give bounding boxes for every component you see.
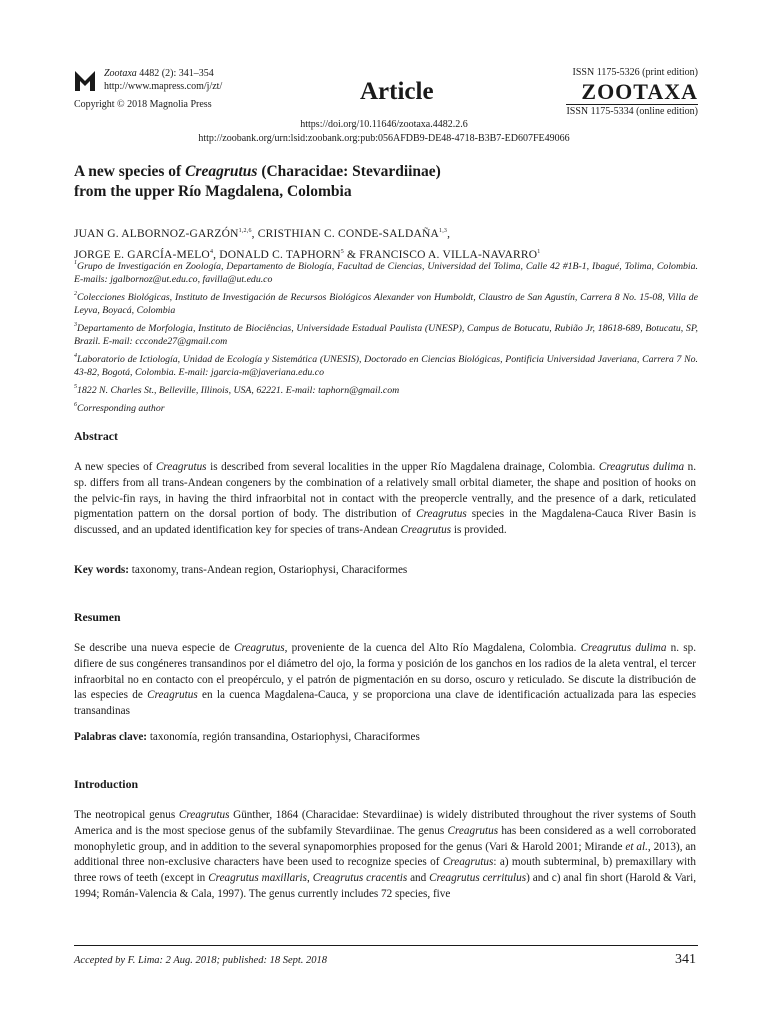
affiliation: $^3$Departamento de Morfologia, Instituto de Biociências, Universidade Estadual Paulista (UNESP), Campus de Botucatu, Rubião Jr, 18618-689, Botucatu, SP, Brazil. E-mail: ccconde27@gmail.com <box>74 321 698 347</box>
author-line-2: JORGE E. GARCÍA-MELO$^4$, DONALD C. TAPHORN$^5$ & FRANCISCO A. VILLA-NAVARRO$^1$ <box>74 249 541 261</box>
identifier-block <box>0 118 768 146</box>
acceptance-note: Accepted by F. Lima: 2 Aug. 2018; published: 18 Sept. 2018 <box>74 955 328 966</box>
taxon-name: Creagrutus <box>234 642 285 654</box>
author-name: JORGE E. GARCÍA-MELO <box>74 249 210 261</box>
introduction-heading: Introduction <box>74 777 139 791</box>
taxon-name: Creagrutus <box>442 856 494 869</box>
taxon-name: Creagrutus <box>416 508 467 521</box>
affiliation-list <box>74 257 698 418</box>
keywords-label: Key words: <box>74 564 129 576</box>
abstract-text: A new species of Creagrutus is described from several localities in the upper Río Magdalena drainage, Colombia. Creagrutus dulima n. sp. differs from all trans-Andean congeners by the combination of a relatively small orbital diameter, the shape and position of hooks on the pelvic-fin rays, in having the third infraorbital not in contact with the preopercle ventrally, and the presence of a dark, reticulated pigmentation pattern on the dorsal portion of body. The distribution of Creagrutus species in the Magdalena-Cauca River Basin is discussed, and an updated identification key for species of trans-Andean Creagrutus is provided. <box>74 461 697 537</box>
abstract-heading: Abstract <box>74 429 118 443</box>
affiliation: $^5$1822 N. Charles St., Belleville, Illinois, USA, 62221. E-mail: taphorn@gmail.com <box>74 383 400 396</box>
title-line-1: A new species of Creagrutus (Characidae: Stevardiinae) <box>74 163 441 180</box>
page-number: 341 <box>675 952 696 967</box>
taxon-name: Creagrutus maxillaris <box>208 872 308 885</box>
mapress-logo-icon <box>74 70 96 92</box>
footer-divider <box>74 945 698 946</box>
title-line-2: from the upper Río Magdalena, Colombia <box>74 183 352 200</box>
taxon-name: et al. <box>625 840 648 853</box>
taxon-name: Creagrutus <box>155 461 207 473</box>
resumen-heading: Resumen <box>74 610 121 624</box>
taxon-name: Creagrutus <box>447 824 499 837</box>
palabras-clave-text: taxonomía, región transandina, Ostariophysi, Characiformes <box>147 731 420 743</box>
introduction-text: The neotropical genus Creagrutus Günther, 1864 (Characidae: Stevardiinae) is widely distributed throughout the river systems of South America and is the most speciose genus of the subfamily Stevardiinae. The genus Creagrutus has been considered as a well corroborated monophyletic group, and in addition to the several synapomorphies proposed for the genus (Vari & Harold 2001; Mirande et al., 2013), an additional three non-exclusive characters have been used to recognize species of Creagrutus: a) mouth subterminal, b) premaxillary with three rows of teeth (except in Creagrutus maxillaris, Creagrutus cracentis and Creagrutus cerritulus) and c) anal fin short (Harold & Vari, 1994; Román-Valencia & Cala, 1997). The genus currently includes 72 species, five <box>74 809 697 900</box>
journal-name: Zootaxa <box>104 68 137 79</box>
keywords <box>74 563 696 579</box>
taxon-name: Creagrutus dulima <box>580 642 667 654</box>
taxon-name: Creagrutus dulima <box>598 461 685 473</box>
issn-online: ISSN 1175-5334 (online edition) <box>566 106 698 117</box>
journal-citation <box>104 67 222 80</box>
journal-wordmark: ZOOTAXA <box>581 79 698 104</box>
palabras-clave <box>74 730 696 746</box>
article-title <box>74 162 694 202</box>
taxon-name: Creagrutus <box>178 809 230 821</box>
affiliation: $^2$Colecciones Biológicas, Instituto de Investigación de Recursos Biológicos Alexander von Humboldt, Claustro de San Agustín, Carrera 8 No. 15-08, Villa de Leyva, Boyacá, Colombia <box>74 290 698 316</box>
author-name: CRISTHIAN C. CONDE-SALDAÑA <box>257 228 440 240</box>
doi-link[interactable]: https://doi.org/10.11646/zootaxa.4482.2.6 <box>300 119 468 130</box>
issn-print: ISSN 1175-5326 (print edition) <box>572 67 698 78</box>
copyright: Copyright © 2018 Magnolia Press <box>74 99 212 110</box>
author-line-1: JUAN G. ALBORNOZ-GARZÓN$^{1,2,6}$, CRISTHIAN C. CONDE-SALDAÑA$^{1,3}$, <box>74 228 451 240</box>
zoobank-link[interactable]: http://zoobank.org/urn:lsid:zoobank.org:pub:056AFDB9-DE48-4718-B3B7-ED607FE49066 <box>198 133 570 144</box>
journal-citation-block <box>104 67 222 93</box>
taxon-name: Creagrutus cracentis <box>312 872 408 885</box>
taxon-name: Creagrutus <box>147 689 198 702</box>
taxon-name: Creagrutus <box>400 524 452 537</box>
author-name: JUAN G. ALBORNOZ-GARZÓN <box>74 228 239 240</box>
article-type-label: Article <box>360 78 434 105</box>
issn-block <box>566 67 698 118</box>
journal-volume: 4482 (2): 341–354 <box>139 68 214 79</box>
affiliation: $^6$Corresponding author <box>74 402 165 415</box>
author-name: FRANCISCO A. VILLA-NAVARRO <box>359 249 538 261</box>
taxon-name: Creagrutus cerritulus <box>429 872 527 885</box>
palabras-clave-label: Palabras clave: <box>74 731 148 743</box>
journal-url[interactable]: http://www.mapress.com/j/zt/ <box>104 81 223 92</box>
affiliation: $^1$Grupo de Investigación en Zoología, Departamento de Biología, Facultad de Ciencias, Universidad del Tolima, Calle 42 #1B-1, Ibagué, Tolima, Colombia. E-mails: jgalbornoz@ut.edu.co, favilla@ut.edu.co <box>74 260 698 285</box>
keywords-text: taxonomy, trans-Andean region, Ostariophysi, Characiformes <box>129 564 408 576</box>
affiliation: $^4$Laboratorio de Ictiología, Unidad de Ecología y Sistemática (UNESIS), Doctorado en Ciencias Biológicas, Pontificia Universidad Javeriana, Carrera 7 No. 43-82, Bogotá, Colombia. E-mail: jgarcia-m@javeriana.edu.co <box>74 352 698 378</box>
resumen-text: Se describe una nueva especie de Creagrutus, proveniente de la cuenca del Alto Río Magdalena, Colombia. Creagrutus dulima n. sp. difiere de sus congéneres transandinos por el diámetro del ojo, la forma y posición de los ganchos en los radios de la aleta ventral, el tercer infraorbital no en contacto con el preopérculo, y el patrón de pigmentación en su dorso, oscuro y reticulado. Se discute la distribución de las especies de Creagrutus en la cuenca Magdalena-Cauca, y se proporciona una clave de identificación actualizada para las especies transandinas <box>74 642 696 718</box>
author-name: DONALD C. TAPHORN <box>219 249 341 261</box>
